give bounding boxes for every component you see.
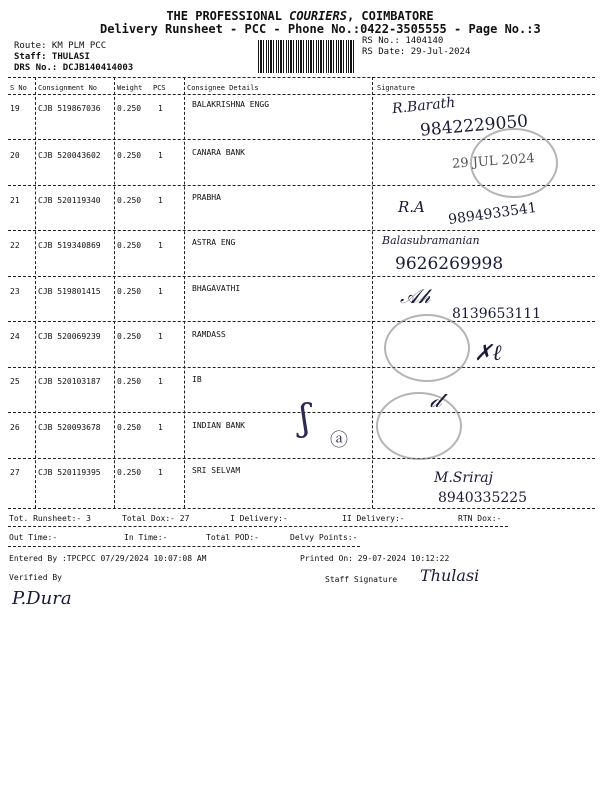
row-sno: 24: [10, 332, 20, 341]
row-consignment: CJB 520043602: [38, 151, 101, 160]
row-pcs: 1: [158, 423, 163, 432]
signature-sriraj: M.Sriraj: [434, 470, 493, 486]
row-weight: 0.250: [117, 196, 142, 205]
row-consignment: CJB 520069239: [38, 332, 101, 341]
col-divider: [35, 77, 36, 508]
row-sno: 23: [10, 287, 20, 296]
row-sno: 21: [10, 196, 20, 205]
col-divider: [114, 77, 115, 508]
date-stamp: 29 JUL 2024: [451, 151, 536, 172]
row-consignment: CJB 520119395: [38, 468, 101, 477]
signature-phone: 8940335225: [438, 490, 528, 506]
row-sno: 25: [10, 377, 20, 386]
row-weight: 0.250: [117, 377, 142, 386]
table-top-rule: [8, 77, 595, 78]
row-sno: 19: [10, 104, 20, 113]
row-consignee: CANARA BANK: [192, 148, 245, 157]
signature-phone: 9626269998: [395, 254, 504, 274]
delvy-points: Delvy Points:-: [290, 533, 358, 542]
runsheet-title: Delivery Runsheet - PCC - Phone No.:0422-3505555 - Page No.:3: [100, 22, 541, 36]
col-divider: [184, 77, 185, 508]
row-pcs: 1: [158, 151, 163, 160]
totals-rule: [8, 546, 360, 547]
printed-on: Printed On: 29-07-2024 10:12:22: [300, 554, 450, 563]
row-consignment: CJB 520093678: [38, 423, 101, 432]
barcode: [258, 40, 356, 73]
signature-phone: 9894933541: [447, 199, 538, 229]
row-consignment: CJB 519867036: [38, 104, 101, 113]
drs-number: DRS No.: DCJB140414003: [14, 63, 134, 73]
signature-phone: 9842229050: [419, 111, 529, 141]
col-header-sno: S No: [10, 84, 27, 92]
row-sno: 20: [10, 151, 20, 160]
row-sno: 22: [10, 241, 20, 250]
signature-scribble: ʃ: [300, 398, 310, 439]
col-header-weight: Weight: [117, 84, 143, 92]
row-weight: 0.250: [117, 332, 142, 341]
row-consignment: CJB 519340869: [38, 241, 101, 250]
company-title: THE PROFESSIONAL COURIERS, COIMBATORE: [166, 9, 434, 23]
row-rule: [8, 367, 595, 368]
route-label: Route: KM PLM PCC: [14, 41, 107, 51]
company-stamp: [384, 314, 470, 382]
row-weight: 0.250: [117, 287, 142, 296]
row-consignee: IB: [192, 375, 202, 384]
row-pcs: 1: [158, 287, 163, 296]
row-consignment: CJB 520119340: [38, 196, 101, 205]
verified-signature-hand: P.Dura: [12, 588, 72, 609]
table-bottom-rule: [8, 508, 595, 509]
signature-prabha: R.A: [398, 198, 425, 216]
in-time: In Time:-: [124, 533, 168, 542]
row-rule: [8, 230, 595, 231]
row-consignee: SRI SELVAM: [192, 466, 241, 475]
row-consignment: CJB 519801415: [38, 287, 101, 296]
signature-astra: Balasubramanian: [382, 234, 480, 247]
staff-signature-hand: Thulasi: [420, 566, 480, 585]
col-header-consignee: Consignee Details: [187, 84, 259, 92]
company-stamp: [376, 392, 462, 460]
signature-phone: 8139653111: [452, 306, 542, 322]
header-rule: [8, 94, 595, 95]
rs-date: RS Date: 29-Jul-2024: [362, 47, 471, 57]
out-time: Out Time:-: [9, 533, 58, 542]
row-pcs: 1: [158, 468, 163, 477]
row-weight: 0.250: [117, 241, 142, 250]
row-sno: 27: [10, 468, 20, 477]
col-header-signature: Signature: [377, 84, 415, 92]
signature-barath: R.Barath: [391, 94, 456, 118]
totals-rule: [8, 526, 508, 527]
verified-by: Verified By: [9, 573, 62, 582]
row-rule: [8, 276, 595, 277]
row-weight: 0.250: [117, 151, 142, 160]
row-consignment: CJB 520103187: [38, 377, 101, 386]
staff-label: Staff: THULASI: [14, 52, 90, 62]
row-pcs: 1: [158, 196, 163, 205]
signature-circle: ⓐ: [330, 430, 348, 451]
row-consignee: ASTRA ENG: [192, 238, 236, 247]
signature-scribble: 𝒜𝒽: [400, 284, 431, 308]
total-dox: Total Dox:- 27: [122, 514, 190, 523]
col-header-consignment: Consignment No: [38, 84, 98, 92]
row-consignee: BHAGAVATHI: [192, 284, 241, 293]
ii-delivery: II Delivery:-: [342, 514, 405, 523]
entered-by: Entered By :TPCPCC 07/29/2024 10:07:08 AM: [9, 554, 207, 563]
row-consignee: BALAKRISHNA ENGG: [192, 100, 270, 109]
total-pod: Total POD:-: [206, 533, 259, 542]
signature-scribble: ✗ℓ: [474, 341, 502, 366]
row-consignee: RAMDASS: [192, 330, 226, 339]
staff-signature-label: Staff Signature: [325, 575, 398, 584]
row-weight: 0.250: [117, 468, 142, 477]
row-pcs: 1: [158, 332, 163, 341]
row-weight: 0.250: [117, 423, 142, 432]
row-consignee: PRABHA: [192, 193, 221, 202]
row-rule: [8, 458, 595, 459]
row-sno: 26: [10, 423, 20, 432]
row-pcs: 1: [158, 104, 163, 113]
col-header-pcs: PCS: [153, 84, 166, 92]
col-divider: [372, 77, 373, 508]
row-consignee: INDIAN BANK: [192, 421, 245, 430]
row-weight: 0.250: [117, 104, 142, 113]
rtn-dox: RTN Dox:-: [458, 514, 502, 523]
rs-number: RS No.: 1404140: [362, 36, 444, 46]
tot-runsheet: Tot. Runsheet:- 3: [9, 514, 91, 523]
i-delivery: I Delivery:-: [230, 514, 288, 523]
row-pcs: 1: [158, 377, 163, 386]
row-pcs: 1: [158, 241, 163, 250]
signature-scribble: 𝒹: [430, 388, 442, 413]
